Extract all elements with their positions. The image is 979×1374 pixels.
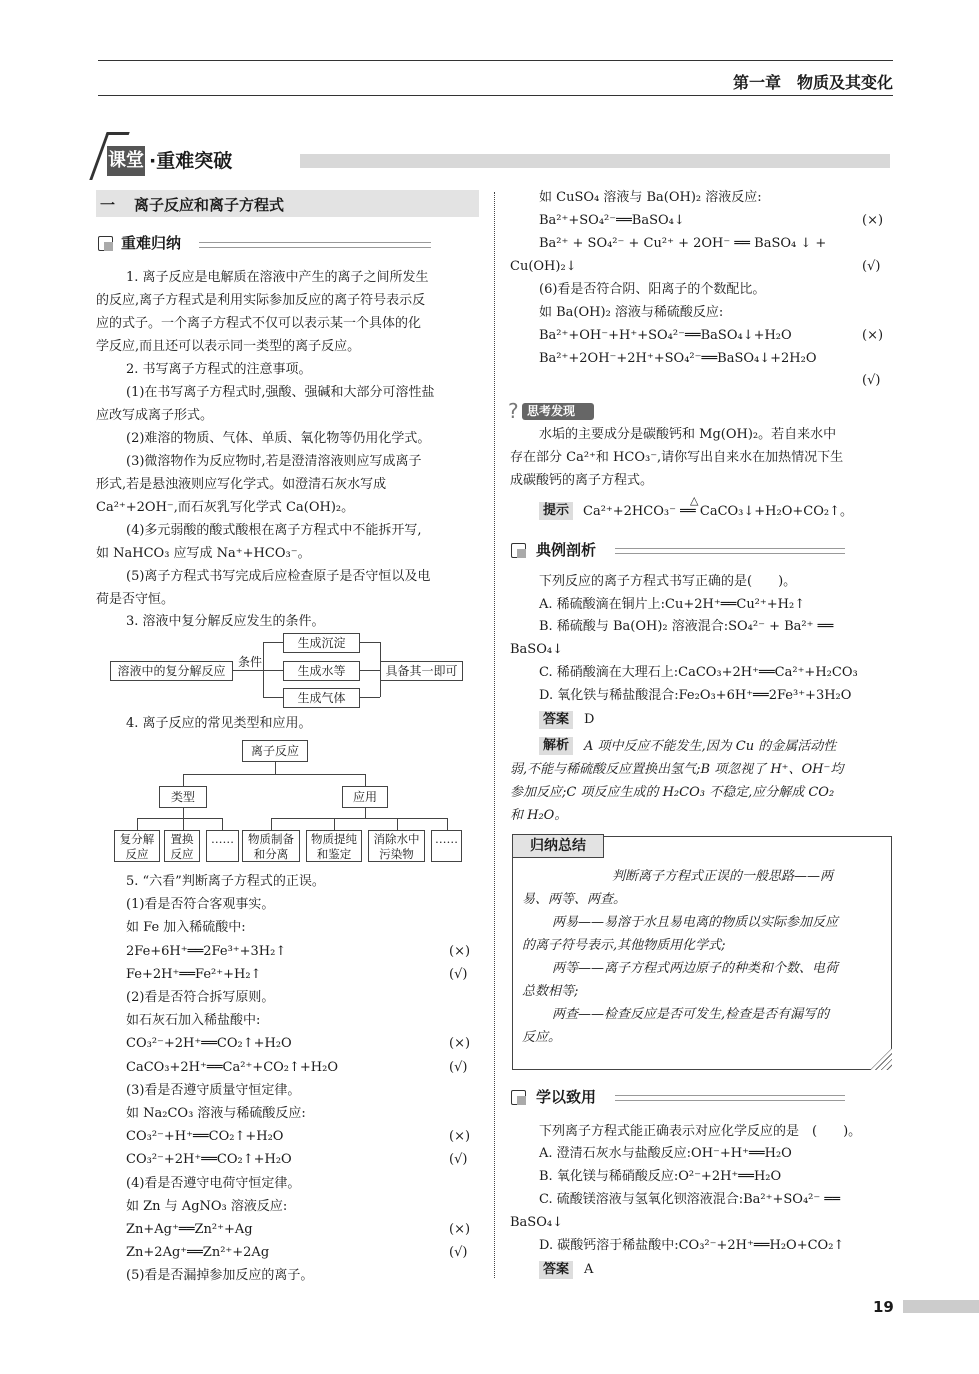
correctness-mark: (×): [862, 213, 884, 228]
correctness-mark: (×): [449, 1222, 471, 1237]
subsection-rule: [199, 242, 431, 248]
body-line: Ca²⁺+2OH⁻,而石灰乳写化学式 Ca(OH)₂。: [96, 500, 355, 515]
tree-connector: [365, 808, 366, 818]
diagram-connector: [263, 642, 283, 643]
body-line: 应改写成离子形式。: [96, 408, 214, 423]
body-line: 3. 溶液中复分解反应发生的条件。: [126, 614, 325, 629]
tree-connector: [275, 762, 276, 774]
body-line: 应的式子。一个离子方程式不仅可以表示某一个具体的化: [96, 316, 422, 331]
tree-connector: [183, 774, 365, 775]
subsection-practice: 学以致用: [536, 1088, 597, 1106]
tree-leaf: 物质提纯 和鉴定: [306, 830, 362, 862]
tree-node-type: 类型: [159, 786, 207, 808]
right-line: Ba²⁺+2OH⁻+2H⁺+SO₄²⁻══BaSO₄↓+2H₂O: [539, 351, 817, 366]
six-look-line: CO₃²⁻+H⁺══CO₂↑+H₂O: [126, 1129, 284, 1145]
diagram-box-water: 生成水等: [283, 661, 360, 681]
summary-title: 归纳总结: [512, 834, 604, 858]
six-look-line: (4)看是否遵守电荷守恒定律。: [126, 1175, 301, 1191]
right-line: 如 CuSO₄ 溶液与 Ba(OH)₂ 溶液反应:: [539, 190, 762, 205]
six-look-line: (1)看是否符合客观事实。: [126, 897, 275, 913]
body-line: (3)微溶物作为反应物时,若是澄清溶液则应写成离子: [126, 454, 422, 469]
subsection-rule: [615, 548, 845, 554]
hint-text: Ca²⁺+2HCO₃⁻ ══ CaCO₃↓+H₂O+CO₂↑。: [583, 504, 853, 519]
analysis-line: 和 H₂O。: [510, 808, 568, 823]
tree-connector: [183, 774, 184, 786]
section-badge: 课堂: [107, 146, 145, 176]
column-divider: [494, 192, 495, 1278]
right-line: Ba²⁺+SO₄²⁻══BaSO₄↓: [539, 213, 685, 228]
six-look-line: (5)看是否漏掉参加反应的离子。: [126, 1268, 314, 1284]
tree-connector: [222, 818, 223, 830]
six-look-line: 如 Na₂CO₃ 溶液与稀硫酸反应:: [126, 1106, 306, 1121]
correctness-mark: (√): [449, 1152, 468, 1168]
right-line: 如 Ba(OH)₂ 溶液与稀硫酸反应:: [539, 305, 724, 320]
example-line: BaSO₄↓: [510, 642, 563, 657]
body-line: 荷是否守恒。: [96, 592, 175, 607]
summary-line: 反应。: [522, 1030, 562, 1045]
practice-line: B. 氧化镁与稀硝酸反应:O²⁻+2H⁺══H₂O: [539, 1169, 782, 1184]
body-line: 的反应,离子方程式是利用实际参加反应的离子符号表示反: [96, 293, 426, 308]
tree-connector: [365, 774, 366, 786]
summary-line: 易、两等、两查。: [522, 892, 627, 907]
tree-leaf: ……: [206, 830, 239, 862]
diagram-box-double-decomposition: 溶液中的复分解反应: [110, 661, 233, 681]
heading-4: 4. 离子反应的常见类型和应用。: [126, 716, 312, 731]
header-rule-top: [98, 60, 893, 61]
diagram-connector: [263, 697, 283, 698]
correctness-mark: (√): [449, 1245, 468, 1261]
example-line: C. 稀硝酸滴在大理石上:CaCO₃+2H⁺══Ca²⁺+H₂CO₃: [539, 665, 858, 680]
topic-title: 离子反应和离子方程式: [134, 196, 285, 214]
six-look-line: CO₃²⁻+2H⁺══CO₂↑+H₂O: [126, 1152, 292, 1168]
example-line: A. 稀硫酸滴在铜片上:Cu+2H⁺══Cu²⁺+H₂↑: [539, 597, 806, 612]
answer-value: D: [584, 712, 595, 727]
tree-connector: [183, 818, 184, 830]
header-rule-bottom: [98, 95, 893, 96]
summary-line: 两等——离子方程式两边原子的种类和个数、电荷: [552, 961, 839, 976]
right-line: Ba²⁺+OH⁻+H⁺+SO₄²⁻══BaSO₄↓+H₂O: [539, 328, 792, 343]
page-number: 19: [873, 1298, 894, 1316]
six-look-line: 如 Zn 与 AgNO₃ 溶液反应:: [126, 1198, 288, 1214]
analysis-tag: 解析: [539, 737, 573, 755]
diagram-connector: [360, 697, 380, 698]
example-line: 下列反应的离子方程式书写正确的是( )。: [539, 574, 797, 589]
think-line: 成碳酸钙的离子方程式。: [510, 473, 654, 488]
summary-line: 判断离子方程式正误的一般思路——两: [612, 869, 834, 884]
body-line: (4)多元弱酸的酸式酸根在离子方程式中不能拆开写,: [126, 523, 422, 538]
summary-line: 两查——检查反应是否可发生,检查是否有漏写的: [552, 1007, 830, 1022]
diagram-condition-label: 条件: [238, 655, 263, 669]
analysis-line: 弱,不能与稀硫酸反应置换出氢气;B 项忽视了 H⁺、OH⁻均: [510, 762, 844, 777]
tree-root-ionic-reaction: 离子反应: [242, 740, 308, 762]
practice-icon-shadow: [517, 1096, 526, 1105]
body-line: 学反应,而且还可以表示同一类型的离子反应。: [96, 339, 361, 354]
six-look-line: Fe+2H⁺══Fe²⁺+H₂↑: [126, 966, 262, 982]
practice-line: D. 碳酸钙溶于稀盐酸中:CO₃²⁻+2H⁺══H₂O+CO₂↑: [539, 1238, 845, 1253]
correctness-mark: (×): [449, 1036, 471, 1052]
tree-connector: [447, 818, 448, 830]
six-look-line: CaCO₃+2H⁺══Ca²⁺+CO₂↑+H₂O: [126, 1059, 338, 1075]
body-line: 如 NaHCO₃ 应写成 Na⁺+HCO₃⁻。: [96, 546, 311, 561]
tree-connector: [183, 808, 184, 818]
right-line: Ba²⁺ + SO₄²⁻ + Cu²⁺ + 2OH⁻ ══ BaSO₄ ↓ +: [539, 236, 827, 251]
example-line: B. 稀硫酸与 Ba(OH)₂ 溶液混合:SO₄²⁻ + Ba²⁺ ══: [539, 619, 834, 634]
six-look-line: Zn+2Ag⁺══Zn²⁺+2Ag: [126, 1245, 270, 1261]
six-look-line: Zn+Ag⁺══Zn²⁺+Ag: [126, 1222, 253, 1237]
body-line: (5)离子方程式书写完成后应检查原子是否守恒以及电: [126, 569, 431, 584]
think-badge-label: 思考发现: [527, 404, 576, 418]
hint-tag: 提示: [539, 502, 573, 520]
diagram-connector: [360, 642, 380, 643]
svg-text:?: ?: [508, 399, 519, 423]
practice-line: C. 硫酸镁溶液与氢氧化钡溶液混合:Ba²⁺+SO₄²⁻ ══: [539, 1192, 841, 1207]
tree-connector: [271, 818, 447, 819]
six-look-line: 2Fe+6H⁺══2Fe³⁺+3H₂↑: [126, 943, 287, 959]
section-title: ·重难突破: [149, 150, 233, 172]
tree-node-application: 应用: [342, 786, 388, 808]
tree-connector: [334, 818, 335, 830]
six-look-line: (2)看是否符合拆写原则。: [126, 990, 275, 1005]
subsection-example: 典例剖析: [536, 541, 597, 559]
tree-leaf: 置换 反应: [164, 830, 200, 862]
body-line: 1. 离子反应是电解质在溶液中产生的离子之间所发生: [126, 270, 429, 285]
correctness-mark: (×): [862, 328, 884, 343]
right-line: (6)看是否符合阴、阳离子的个数配比。: [539, 282, 766, 297]
tree-leaf: ……: [431, 830, 462, 862]
diagram-connector: [360, 670, 380, 671]
body-line: (2)难溶的物质、气体、单质、氧化物等仍用化学式。: [126, 431, 431, 446]
summary-line: 的离子符号表示,其他物质用化学式;: [522, 938, 726, 953]
tree-connector: [137, 818, 222, 819]
practice-line: 下列离子方程式能正确表示对应化学反应的是 ( )。: [539, 1124, 862, 1139]
correctness-mark: (×): [449, 943, 471, 959]
tree-connector: [271, 818, 272, 830]
body-line: (1)在书写离子方程式时,强酸、强碱和大部分可溶性盐: [126, 385, 435, 400]
notes-icon-shadow: [104, 242, 113, 251]
body-line: 2. 书写离子方程式的注意事项。: [126, 362, 312, 377]
summary-line: 总数相等;: [522, 984, 579, 999]
correctness-mark: (√): [449, 966, 468, 982]
section-bar: [300, 154, 890, 168]
six-look-line: (3)看是否遵守质量守恒定律。: [126, 1082, 301, 1098]
think-line: 水垢的主要成分是碳酸钙和 Mg(OH)₂。若自来水中: [539, 427, 837, 442]
diagram-box-gas: 生成气体: [283, 688, 360, 708]
analysis-line: A 项中反应不能发生,因为 Cu 的金属活动性: [584, 739, 837, 754]
example-icon-shadow: [517, 549, 526, 558]
practice-line: BaSO₄↓: [510, 1215, 563, 1230]
diagram-connector: [263, 670, 283, 671]
subsection-key-points: 重难归纳: [121, 234, 182, 252]
six-look-line: 5. “六看”判断离子方程式的正误。: [126, 874, 325, 889]
correctness-mark: (×): [449, 1129, 471, 1145]
tree-leaf: 物质制备 和分离: [242, 830, 300, 862]
diagram-box-any-one: 具备其一即可: [380, 661, 463, 681]
diagram-box-precipitate: 生成沉淀: [283, 633, 360, 653]
practice-line: A. 澄清石灰水与盐酸反应:OH⁻+H⁺══H₂O: [539, 1146, 792, 1161]
heating-symbol: △: [690, 494, 699, 507]
body-line: 形式,若是悬浊液则应写化学式。如澄清石灰水写成: [96, 477, 387, 492]
summary-line: 两易——易溶于水且易电离的物质以实际参加反应: [552, 915, 839, 930]
page-number-bar: [903, 1300, 979, 1313]
answer-value: A: [584, 1262, 594, 1277]
right-line: Cu(OH)₂↓: [510, 259, 577, 274]
answer-tag: 答案: [539, 1261, 573, 1279]
subsection-rule: [615, 1095, 845, 1101]
six-look-line: 如 Fe 加入稀硫酸中:: [126, 920, 246, 936]
answer-tag: 答案: [539, 711, 573, 729]
topic-number: 一: [100, 196, 116, 214]
correctness-mark: (√): [862, 259, 881, 274]
tree-connector: [137, 818, 138, 830]
diagram-connector: [233, 670, 263, 671]
tree-connector: [397, 818, 398, 830]
think-line: 存在部分 Ca²⁺和 HCO₃⁻,请你写出自来水在加热情况下生: [510, 450, 844, 465]
six-look-line: CO₃²⁻+2H⁺══CO₂↑+H₂O: [126, 1036, 292, 1052]
six-look-line: 如石灰石加入稀盐酸中:: [126, 1013, 261, 1029]
tree-leaf: 复分解 反应: [114, 830, 160, 862]
example-line: D. 氧化铁与稀盐酸混合:Fe₂O₃+6H⁺══2Fe³⁺+3H₂O: [539, 688, 852, 703]
chapter-title: 第一章 物质及其变化: [732, 73, 893, 92]
tree-leaf: 消除水中 污染物: [368, 830, 425, 862]
correctness-mark: (√): [862, 373, 881, 388]
correctness-mark: (√): [449, 1059, 468, 1075]
analysis-line: 参加反应;C 项反应生成的 H₂CO₃ 不稳定,应分解成 CO₂: [510, 785, 835, 800]
